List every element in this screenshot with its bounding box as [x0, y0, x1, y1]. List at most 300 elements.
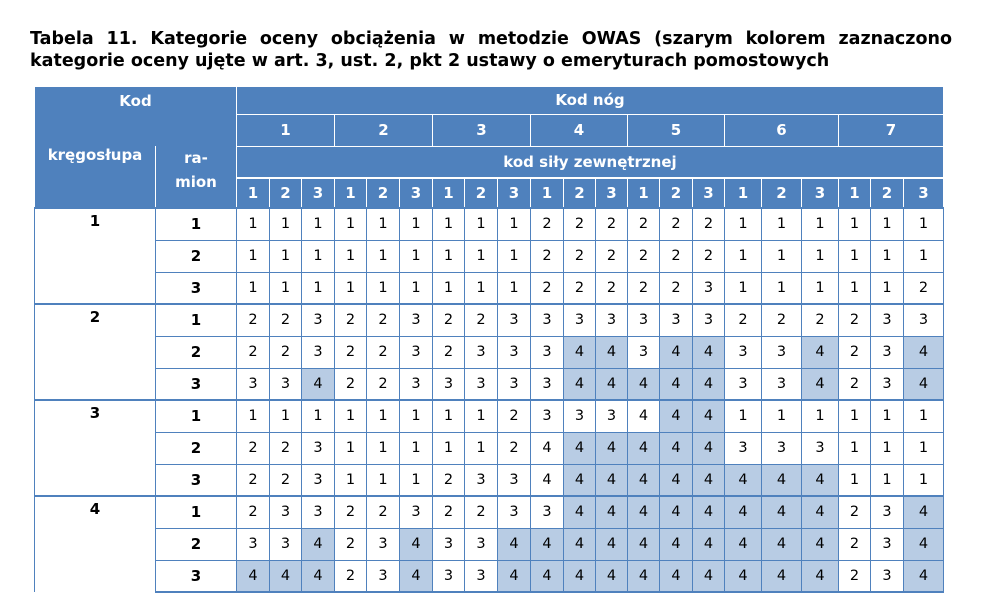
category-cell: 1 — [904, 400, 944, 432]
header-spacer — [35, 114, 237, 146]
table-row — [35, 528, 944, 560]
category-cell: 2 — [498, 400, 531, 432]
spine-code: 2 — [35, 304, 156, 400]
category-cell: 2 — [628, 240, 660, 272]
category-cell: 1 — [302, 400, 335, 432]
owas-table — [34, 87, 944, 593]
force-code-header: 3 — [498, 178, 531, 208]
category-cell: 1 — [433, 208, 465, 240]
table-row — [35, 400, 944, 432]
category-cell: 4 — [302, 560, 335, 592]
category-cell: 2 — [596, 272, 628, 304]
spine-code: 1 — [35, 208, 156, 304]
category-cell: 3 — [660, 304, 693, 336]
category-cell: 2 — [335, 304, 367, 336]
category-cell: 4 — [596, 336, 628, 368]
category-cell: 2 — [335, 368, 367, 400]
category-cell: 1 — [400, 240, 433, 272]
category-cell: 3 — [400, 368, 433, 400]
category-cell: 3 — [498, 464, 531, 496]
category-cell: 1 — [802, 208, 839, 240]
category-cell: 1 — [367, 272, 400, 304]
category-cell: 1 — [302, 208, 335, 240]
category-cell: 4 — [802, 464, 839, 496]
header-kod-nog: Kod nóg — [237, 87, 944, 114]
category-cell: 3 — [302, 496, 335, 528]
category-cell: 4 — [802, 528, 839, 560]
category-cell: 4 — [564, 336, 596, 368]
category-cell: 1 — [433, 272, 465, 304]
category-cell: 2 — [839, 368, 871, 400]
category-cell: 4 — [660, 528, 693, 560]
category-cell: 1 — [839, 208, 871, 240]
table-caption: Tabela 11. Kategorie oceny obciążenia w metodzie OWAS (szarym kolorem zaznaczono kategorie oceny ujęte w art. 3, ust. 2, pkt 2 ustawy o emeryturach pomostowych — [30, 29, 952, 71]
category-cell: 3 — [871, 304, 904, 336]
category-cell: 3 — [725, 336, 762, 368]
category-cell: 1 — [400, 400, 433, 432]
table-row — [35, 432, 944, 464]
category-cell: 4 — [904, 336, 944, 368]
category-cell: 3 — [400, 336, 433, 368]
category-cell: 1 — [498, 240, 531, 272]
category-cell: 2 — [237, 304, 270, 336]
category-cell: 4 — [693, 560, 725, 592]
category-cell: 1 — [871, 272, 904, 304]
category-cell: 4 — [564, 528, 596, 560]
category-cell: 2 — [335, 560, 367, 592]
category-cell: 1 — [335, 432, 367, 464]
category-cell: 3 — [871, 560, 904, 592]
category-cell: 3 — [400, 496, 433, 528]
category-cell: 1 — [270, 400, 302, 432]
category-cell: 1 — [335, 240, 367, 272]
force-code-header: 2 — [465, 178, 498, 208]
category-cell: 3 — [871, 528, 904, 560]
arms-code: 2 — [156, 240, 237, 272]
force-code-header: 1 — [725, 178, 762, 208]
category-cell: 2 — [270, 464, 302, 496]
category-cell: 4 — [564, 464, 596, 496]
category-cell: 3 — [270, 496, 302, 528]
category-cell: 2 — [237, 496, 270, 528]
category-cell: 4 — [693, 432, 725, 464]
category-cell: 2 — [237, 464, 270, 496]
category-cell: 4 — [725, 528, 762, 560]
table-body — [35, 208, 944, 592]
category-cell: 3 — [237, 528, 270, 560]
arms-code: 2 — [156, 528, 237, 560]
category-cell: 2 — [660, 208, 693, 240]
category-cell: 4 — [400, 528, 433, 560]
category-cell: 3 — [531, 496, 564, 528]
category-cell: 1 — [762, 208, 802, 240]
category-cell: 2 — [628, 208, 660, 240]
category-cell: 4 — [693, 464, 725, 496]
arms-code: 2 — [156, 336, 237, 368]
force-code-header: 1 — [433, 178, 465, 208]
category-cell: 4 — [596, 432, 628, 464]
category-cell: 2 — [725, 304, 762, 336]
category-cell: 4 — [531, 464, 564, 496]
category-cell: 4 — [302, 368, 335, 400]
category-cell: 4 — [693, 496, 725, 528]
category-cell: 4 — [693, 336, 725, 368]
force-code-header: 3 — [693, 178, 725, 208]
category-cell: 3 — [871, 496, 904, 528]
category-cell: 1 — [433, 432, 465, 464]
category-cell: 4 — [237, 560, 270, 592]
category-cell: 2 — [564, 208, 596, 240]
category-cell: 1 — [802, 240, 839, 272]
category-cell: 1 — [839, 240, 871, 272]
category-cell: 4 — [660, 368, 693, 400]
table-row — [35, 304, 944, 336]
category-cell: 1 — [335, 208, 367, 240]
category-cell: 2 — [660, 272, 693, 304]
table-row — [35, 560, 944, 592]
category-cell: 4 — [802, 368, 839, 400]
category-cell: 1 — [237, 400, 270, 432]
spine-code: 4 — [35, 496, 156, 592]
category-cell: 3 — [465, 464, 498, 496]
category-cell: 1 — [904, 208, 944, 240]
arms-code: 3 — [156, 464, 237, 496]
category-cell: 4 — [596, 528, 628, 560]
category-cell: 2 — [367, 496, 400, 528]
leg-code-header: 4 — [531, 114, 628, 146]
category-cell: 4 — [725, 496, 762, 528]
force-code-header: 3 — [596, 178, 628, 208]
category-cell: 3 — [302, 432, 335, 464]
category-cell: 1 — [400, 464, 433, 496]
category-cell: 2 — [839, 304, 871, 336]
force-code-header: 2 — [660, 178, 693, 208]
category-cell: 3 — [564, 304, 596, 336]
arms-code: 1 — [156, 208, 237, 240]
leg-code-header: 5 — [628, 114, 725, 146]
category-cell: 2 — [433, 304, 465, 336]
category-cell: 4 — [693, 368, 725, 400]
force-code-header: 1 — [839, 178, 871, 208]
force-code-header: 2 — [367, 178, 400, 208]
category-cell: 4 — [802, 336, 839, 368]
force-code-header: 1 — [237, 178, 270, 208]
category-cell: 4 — [628, 400, 660, 432]
category-cell: 2 — [531, 208, 564, 240]
category-cell: 4 — [628, 368, 660, 400]
leg-code-header: 7 — [839, 114, 944, 146]
category-cell: 1 — [762, 240, 802, 272]
category-cell: 2 — [270, 432, 302, 464]
category-cell: 4 — [498, 528, 531, 560]
category-cell: 1 — [237, 272, 270, 304]
table-row — [35, 240, 944, 272]
category-cell: 2 — [531, 272, 564, 304]
category-cell: 1 — [367, 208, 400, 240]
category-cell: 1 — [725, 272, 762, 304]
category-cell: 3 — [904, 304, 944, 336]
arms-code: 3 — [156, 560, 237, 592]
category-cell: 4 — [564, 368, 596, 400]
table-row — [35, 368, 944, 400]
category-cell: 1 — [762, 400, 802, 432]
category-cell: 3 — [465, 368, 498, 400]
table-row — [35, 208, 944, 240]
force-code-header: 3 — [302, 178, 335, 208]
category-cell: 3 — [871, 368, 904, 400]
category-cell: 3 — [871, 336, 904, 368]
category-cell: 1 — [465, 432, 498, 464]
category-cell: 1 — [237, 240, 270, 272]
category-cell: 3 — [802, 432, 839, 464]
category-cell: 3 — [531, 368, 564, 400]
category-cell: 2 — [564, 240, 596, 272]
category-cell: 1 — [433, 400, 465, 432]
leg-code-header: 1 — [237, 114, 335, 146]
category-cell: 2 — [531, 240, 564, 272]
category-cell: 3 — [237, 368, 270, 400]
force-code-header: 2 — [270, 178, 302, 208]
category-cell: 1 — [871, 432, 904, 464]
category-cell: 1 — [302, 240, 335, 272]
category-cell: 2 — [237, 432, 270, 464]
category-cell: 3 — [270, 368, 302, 400]
leg-code-header: 3 — [433, 114, 531, 146]
category-cell: 1 — [465, 208, 498, 240]
force-code-header: 1 — [531, 178, 564, 208]
category-cell: 3 — [596, 400, 628, 432]
category-cell: 4 — [531, 560, 564, 592]
category-cell: 4 — [762, 560, 802, 592]
category-cell: 1 — [839, 400, 871, 432]
table-row — [35, 496, 944, 528]
category-cell: 3 — [367, 560, 400, 592]
category-cell: 2 — [433, 336, 465, 368]
category-cell: 3 — [433, 368, 465, 400]
category-cell: 4 — [660, 496, 693, 528]
category-cell: 2 — [270, 336, 302, 368]
category-cell: 3 — [302, 336, 335, 368]
category-cell: 4 — [660, 400, 693, 432]
table-row — [35, 336, 944, 368]
category-cell: 1 — [465, 400, 498, 432]
header-ramion-text: ra- mion — [175, 149, 217, 191]
category-cell: 4 — [762, 496, 802, 528]
leg-code-header: 6 — [725, 114, 839, 146]
category-cell: 1 — [270, 240, 302, 272]
arms-code: 3 — [156, 272, 237, 304]
category-cell: 2 — [564, 272, 596, 304]
category-cell: 3 — [465, 528, 498, 560]
category-cell: 4 — [693, 528, 725, 560]
category-cell: 1 — [802, 400, 839, 432]
category-cell: 1 — [400, 272, 433, 304]
category-cell: 4 — [693, 400, 725, 432]
force-code-header: 1 — [628, 178, 660, 208]
category-cell: 4 — [660, 336, 693, 368]
force-code-header: 1 — [335, 178, 367, 208]
category-cell: 1 — [335, 400, 367, 432]
category-cell: 1 — [839, 272, 871, 304]
category-cell: 1 — [498, 272, 531, 304]
category-cell: 2 — [335, 336, 367, 368]
category-cell: 1 — [725, 240, 762, 272]
category-cell: 4 — [400, 560, 433, 592]
category-cell: 4 — [596, 496, 628, 528]
category-cell: 4 — [725, 560, 762, 592]
category-cell: 2 — [596, 208, 628, 240]
category-cell: 2 — [762, 304, 802, 336]
category-cell: 4 — [628, 464, 660, 496]
header-kregoslupa: kręgosłupa — [35, 146, 156, 208]
category-cell: 3 — [302, 464, 335, 496]
category-cell: 3 — [725, 432, 762, 464]
header-ramion — [156, 146, 237, 208]
category-cell: 1 — [335, 272, 367, 304]
category-cell: 4 — [564, 496, 596, 528]
category-cell: 4 — [904, 496, 944, 528]
arms-code: 3 — [156, 368, 237, 400]
spine-code: 3 — [35, 400, 156, 496]
category-cell: 4 — [628, 496, 660, 528]
category-cell: 1 — [302, 272, 335, 304]
category-cell: 4 — [531, 528, 564, 560]
category-cell: 2 — [367, 368, 400, 400]
table-row — [35, 272, 944, 304]
category-cell: 1 — [904, 240, 944, 272]
category-cell: 4 — [904, 528, 944, 560]
arms-code: 1 — [156, 400, 237, 432]
category-cell: 1 — [904, 464, 944, 496]
category-cell: 1 — [367, 432, 400, 464]
category-cell: 1 — [367, 240, 400, 272]
category-cell: 1 — [871, 464, 904, 496]
category-cell: 3 — [762, 336, 802, 368]
force-code-header: 2 — [762, 178, 802, 208]
category-cell: 4 — [628, 528, 660, 560]
arms-code: 2 — [156, 432, 237, 464]
category-cell: 3 — [762, 368, 802, 400]
category-cell: 2 — [839, 496, 871, 528]
category-cell: 1 — [839, 464, 871, 496]
category-cell: 1 — [335, 464, 367, 496]
category-cell: 3 — [628, 304, 660, 336]
category-cell: 4 — [270, 560, 302, 592]
category-cell: 2 — [465, 304, 498, 336]
category-cell: 4 — [531, 432, 564, 464]
category-cell: 2 — [367, 336, 400, 368]
category-cell: 3 — [564, 400, 596, 432]
category-cell: 1 — [433, 240, 465, 272]
category-cell: 3 — [498, 304, 531, 336]
force-code-header: 2 — [564, 178, 596, 208]
category-cell: 1 — [237, 208, 270, 240]
category-cell: 4 — [802, 496, 839, 528]
category-cell: 1 — [725, 400, 762, 432]
header-kod: Kod — [35, 87, 237, 114]
category-cell: 3 — [596, 304, 628, 336]
category-cell: 2 — [433, 496, 465, 528]
category-cell: 2 — [660, 240, 693, 272]
header-kod-sily: kod siły zewnętrznej — [237, 146, 944, 178]
category-cell: 1 — [465, 240, 498, 272]
category-cell: 1 — [400, 208, 433, 240]
arms-code: 1 — [156, 304, 237, 336]
category-cell: 1 — [904, 432, 944, 464]
category-cell: 4 — [596, 464, 628, 496]
category-cell: 4 — [660, 560, 693, 592]
category-cell: 3 — [725, 368, 762, 400]
category-cell: 1 — [367, 464, 400, 496]
category-cell: 4 — [762, 464, 802, 496]
category-cell: 3 — [400, 304, 433, 336]
category-cell: 2 — [802, 304, 839, 336]
category-cell: 4 — [564, 432, 596, 464]
category-cell: 3 — [693, 304, 725, 336]
category-cell: 4 — [628, 432, 660, 464]
leg-code-header: 2 — [335, 114, 433, 146]
category-cell: 1 — [465, 272, 498, 304]
category-cell: 2 — [237, 336, 270, 368]
force-code-header: 3 — [802, 178, 839, 208]
category-cell: 2 — [498, 432, 531, 464]
category-cell: 2 — [270, 304, 302, 336]
category-cell: 2 — [335, 528, 367, 560]
category-cell: 4 — [762, 528, 802, 560]
category-cell: 1 — [270, 272, 302, 304]
category-cell: 3 — [270, 528, 302, 560]
category-cell: 1 — [839, 432, 871, 464]
category-cell: 3 — [465, 336, 498, 368]
category-cell: 2 — [839, 336, 871, 368]
category-cell: 2 — [693, 240, 725, 272]
category-cell: 4 — [660, 432, 693, 464]
category-cell: 2 — [433, 464, 465, 496]
category-cell: 2 — [693, 208, 725, 240]
force-code-header: 3 — [400, 178, 433, 208]
force-code-header: 3 — [904, 178, 944, 208]
category-cell: 4 — [564, 560, 596, 592]
category-cell: 3 — [498, 336, 531, 368]
force-code-header: 2 — [871, 178, 904, 208]
category-cell: 4 — [725, 464, 762, 496]
category-cell: 4 — [596, 368, 628, 400]
arms-code: 1 — [156, 496, 237, 528]
category-cell: 1 — [725, 208, 762, 240]
category-cell: 4 — [904, 368, 944, 400]
category-cell: 3 — [531, 304, 564, 336]
category-cell: 1 — [802, 272, 839, 304]
category-cell: 1 — [270, 208, 302, 240]
category-cell: 2 — [335, 496, 367, 528]
category-cell: 3 — [531, 400, 564, 432]
category-cell: 1 — [367, 400, 400, 432]
category-cell: 2 — [839, 560, 871, 592]
category-cell: 1 — [400, 432, 433, 464]
category-cell: 1 — [498, 208, 531, 240]
category-cell: 2 — [465, 496, 498, 528]
category-cell: 3 — [433, 560, 465, 592]
category-cell: 3 — [531, 336, 564, 368]
category-cell: 4 — [302, 528, 335, 560]
category-cell: 2 — [367, 304, 400, 336]
category-cell: 2 — [596, 240, 628, 272]
category-cell: 4 — [904, 560, 944, 592]
category-cell: 3 — [367, 528, 400, 560]
category-cell: 4 — [660, 464, 693, 496]
category-cell: 4 — [596, 560, 628, 592]
category-cell: 2 — [904, 272, 944, 304]
